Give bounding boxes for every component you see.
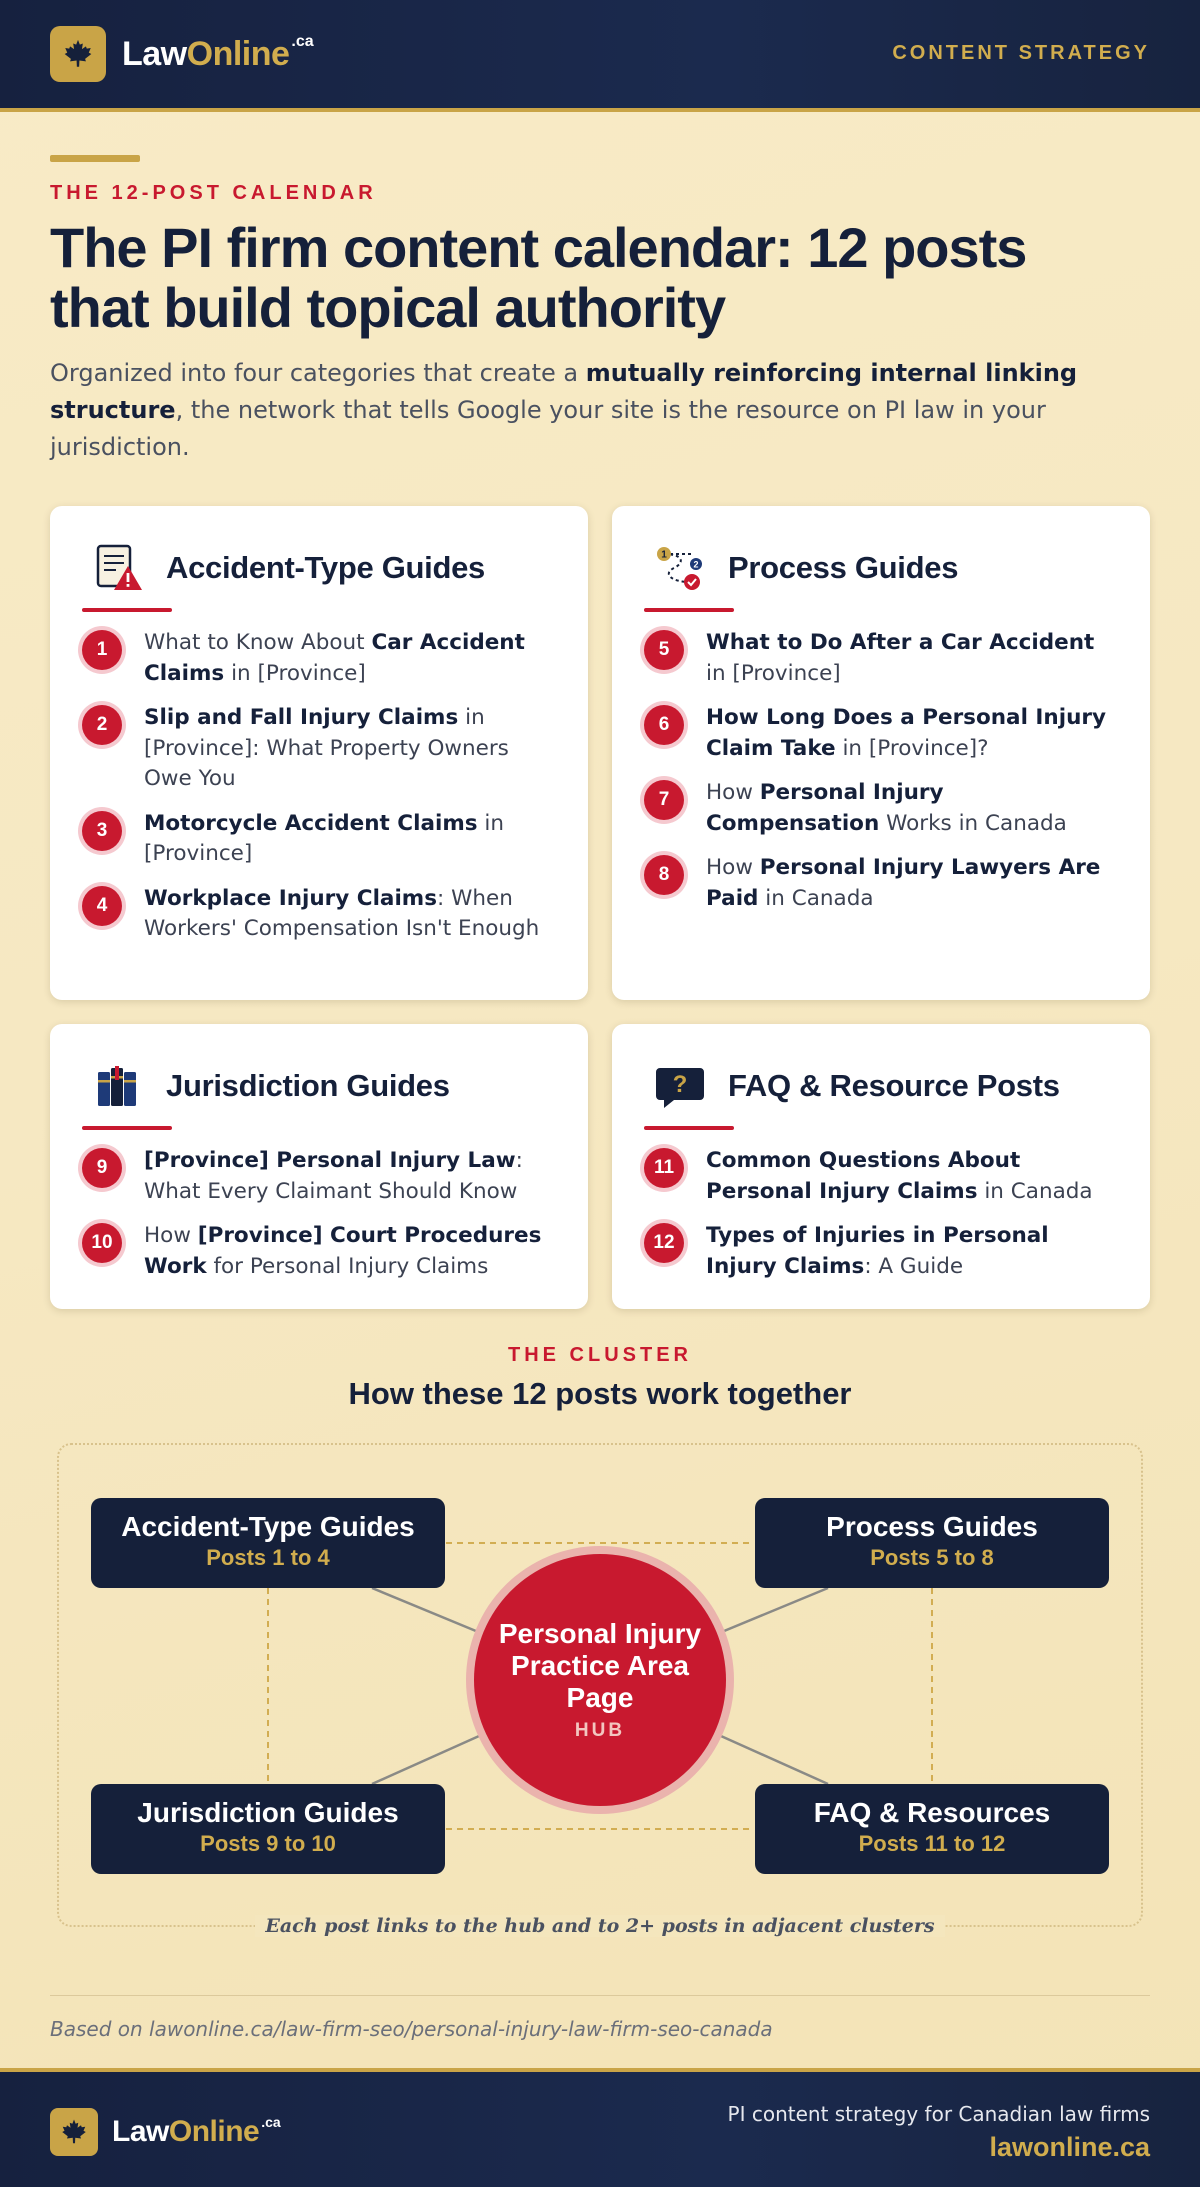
node-title: Accident-Type Guides [121, 1511, 415, 1542]
title-line-1: The PI firm content calendar: 12 posts [50, 216, 1027, 279]
node-title: Process Guides [826, 1511, 1038, 1542]
post-number: 6 [644, 705, 684, 745]
post-title: Workplace Injury Claims: When Workers' Compensation Isn't Enough [144, 885, 540, 941]
cluster-hub[interactable] [474, 1554, 726, 1806]
post-title: How Long Does a Personal Injury Claim Take in [Province]? [706, 705, 1107, 761]
post-title: Types of Injuries in Personal Injury Claims: A Guide [706, 1223, 1049, 1279]
post-number: 5 [644, 630, 684, 670]
post-number: 1 [82, 630, 122, 670]
svg-text:1: 1 [661, 549, 667, 561]
cluster-node-jurisdiction[interactable] [91, 1784, 445, 1874]
node-posts: Posts 1 to 4 [206, 1545, 330, 1570]
svg-text:2: 2 [693, 559, 699, 570]
brand-tld: .ca [291, 33, 314, 50]
brand-wordmark: LawOnline [122, 34, 290, 73]
post-title: What to Do After a Car Accident in [Province] [706, 630, 1095, 686]
post-title: What to Know About Car Accident Claims in [Province] [144, 630, 525, 686]
footer-url-link[interactable]: lawonline.ca [989, 2132, 1150, 2162]
brand-tld: .ca [261, 2114, 281, 2130]
cluster-caption: Each post links to the hub and to 2+ posts in adjacent clusters [0, 1915, 1200, 1937]
node-title: FAQ & Resources [813, 1797, 1051, 1828]
post-title: Common Questions About Personal Injury Claims in Canada [706, 1148, 1093, 1204]
post-title: How Personal Injury Lawyers Are Paid in Canada [706, 855, 1101, 911]
post-title: Slip and Fall Injury Claims in [Province]: What Property Owners Owe You [144, 705, 509, 791]
card-title: Jurisdiction Guides [166, 1068, 450, 1103]
cluster-eyebrow: THE CLUSTER [508, 1344, 692, 1366]
post-number: 3 [82, 811, 122, 851]
post-number: 11 [644, 1148, 684, 1188]
post-number: 8 [644, 855, 684, 895]
post-title: [Province] Personal Injury Law: What Every Claimant Should Know [144, 1148, 523, 1204]
card-title: Process Guides [728, 550, 959, 585]
footer-tagline: PI content strategy for Canadian law firms [727, 2102, 1150, 2126]
brand-wordmark: LawOnline [112, 2115, 260, 2148]
svg-text:?: ? [672, 1071, 688, 1098]
card-title: FAQ & Resource Posts [728, 1068, 1060, 1103]
cluster-node-accident-type[interactable] [91, 1498, 445, 1588]
divider [50, 1995, 1150, 1996]
cluster-node-process[interactable] [755, 1498, 1109, 1588]
post-number: 12 [644, 1223, 684, 1263]
header-section-label: CONTENT STRATEGY [892, 42, 1150, 64]
post-number: 7 [644, 780, 684, 820]
node-posts: Posts 5 to 8 [870, 1545, 994, 1570]
footer-brand-logo[interactable] [50, 2108, 281, 2156]
node-title: Jurisdiction Guides [137, 1797, 399, 1828]
post-number: 2 [82, 705, 122, 745]
intro-paragraph: Organized into four categories that create a mutually reinforcing internal linking structure, the network that tells Google your site is the resource on PI law in your jurisdiction. [50, 359, 1078, 461]
hub-title: Personal Injury Practice Area Page [498, 1618, 702, 1713]
hub-label: HUB [574, 1720, 626, 1741]
post-number: 10 [82, 1223, 122, 1263]
node-posts: Posts 11 to 12 [858, 1831, 1006, 1856]
cluster-node-faq[interactable] [755, 1784, 1109, 1874]
post-title: How Personal Injury Compensation Works in Canada [706, 780, 1067, 836]
node-posts: Posts 9 to 10 [200, 1831, 336, 1856]
footer-info [728, 2102, 1150, 2163]
cluster-title: How these 12 posts work together [348, 1376, 852, 1411]
post-title: How [Province] Court Procedures Work for Personal Injury Claims [144, 1223, 542, 1279]
post-title: Motorcycle Accident Claims in [Province] [144, 810, 504, 866]
intro-eyebrow: THE 12-POST CALENDAR [50, 182, 377, 204]
source-note: Based on lawonline.ca/law-firm-seo/personal-injury-law-firm-seo-canada [50, 2017, 773, 2041]
maple-leaf-icon [50, 2108, 98, 2156]
site-footer [0, 2068, 1200, 2187]
card-title: Accident-Type Guides [166, 550, 485, 585]
post-number: 9 [82, 1148, 122, 1188]
post-number: 4 [82, 886, 122, 926]
intro-emphasis: mutually reinforcing internal linking structure [50, 359, 1078, 424]
title-line-2: that build topical authority [50, 276, 726, 339]
